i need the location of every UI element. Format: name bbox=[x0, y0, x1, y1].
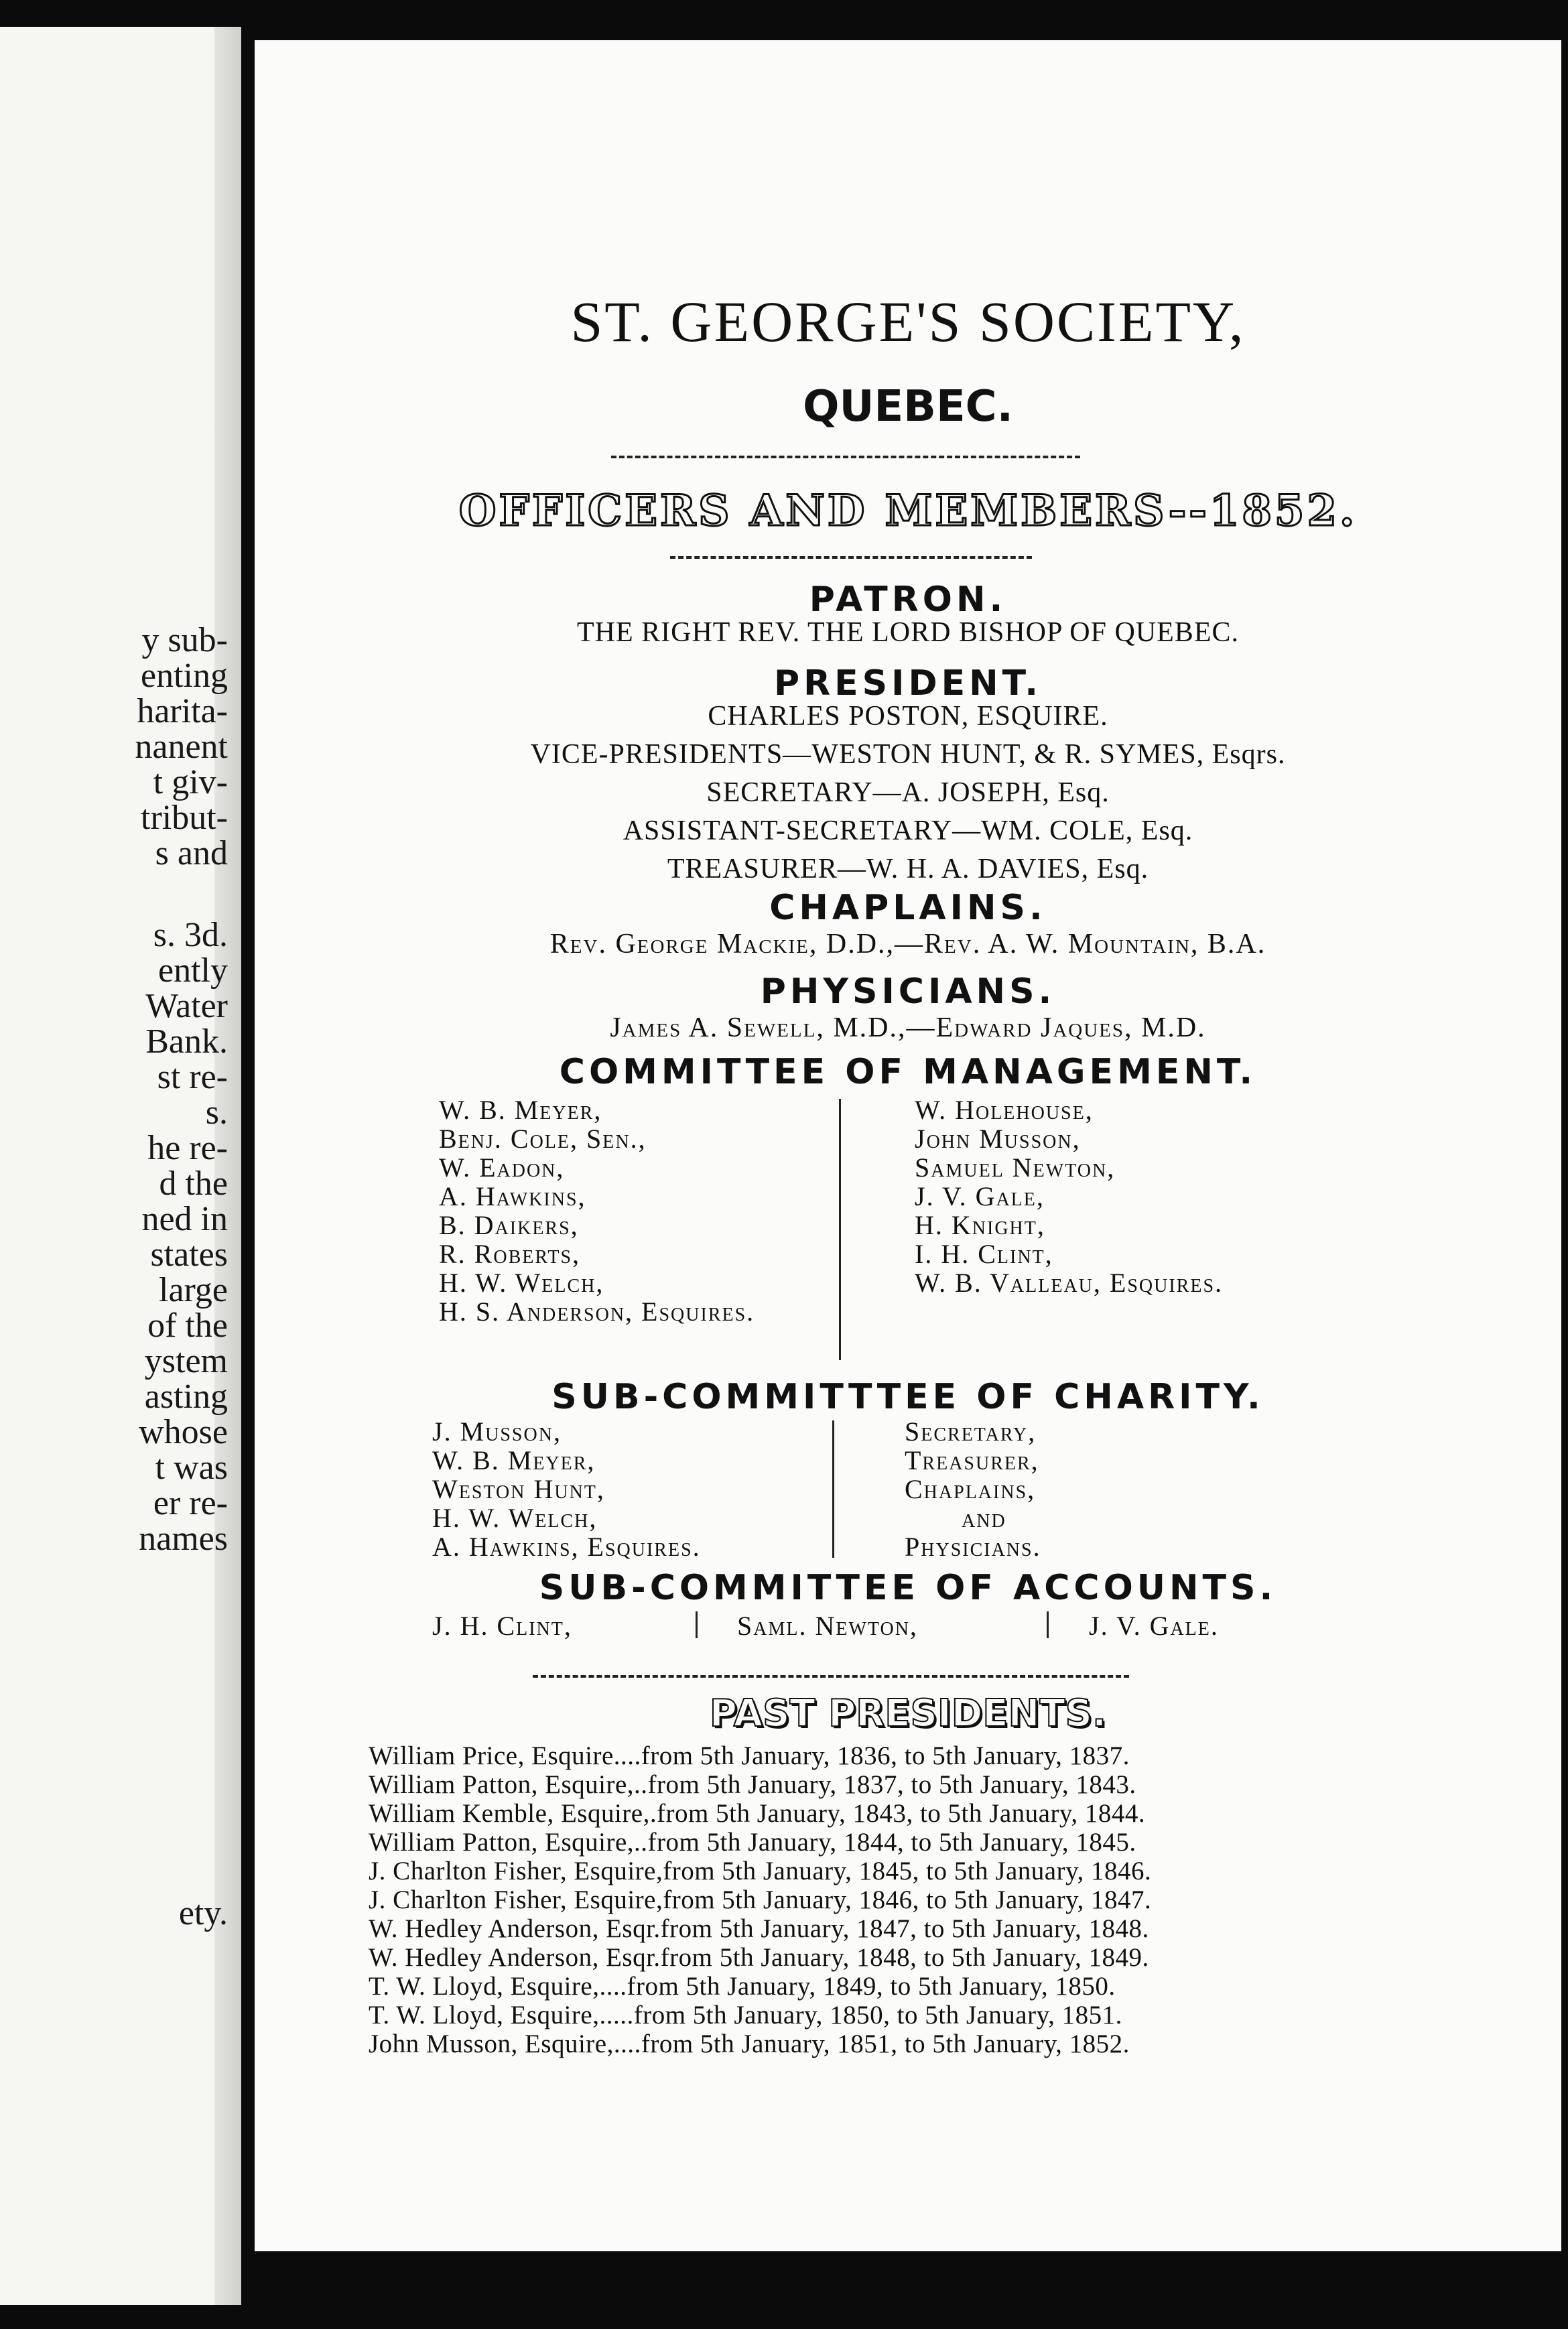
past-president-row: T. W. Lloyd, Esquire,.....from 5th January, 1850, to 5th January, 1851. bbox=[369, 2001, 1122, 2029]
facing-text-line: s. bbox=[205, 1093, 228, 1132]
member-name: H. W. Welch, bbox=[432, 1503, 598, 1533]
physicians-heading: PHYSICIANS. bbox=[760, 972, 1056, 1012]
facing-text-line: d the bbox=[159, 1164, 228, 1203]
facing-text-line: enting bbox=[141, 657, 228, 695]
past-president-row: William Patton, Esquire,..from 5th January, 1837, to 5th January, 1843. bbox=[369, 1770, 1136, 1799]
facing-text-line: names bbox=[139, 1520, 228, 1558]
facing-text-line: ety. bbox=[178, 1894, 228, 1932]
member-name: W. Eadon, bbox=[439, 1152, 565, 1183]
chaplains-names: Rev. George Mackie, D.D.,—Rev. A. W. Mountain, B.A. bbox=[549, 929, 1266, 959]
accounts-member: J. V. Gale. bbox=[1089, 1611, 1219, 1641]
facing-text-line: y sub- bbox=[141, 621, 228, 659]
assistant-secretary: ASSISTANT-SECRETARY—WM. COLE, Esq. bbox=[623, 815, 1193, 846]
patron-heading: PATRON. bbox=[809, 580, 1007, 620]
facing-text-line: s. 3d. bbox=[153, 916, 228, 954]
past-presidents-heading: PAST PRESIDENTS. bbox=[709, 1692, 1107, 1735]
facing-text-line: tribut- bbox=[141, 799, 228, 837]
member-name: Weston Hunt, bbox=[432, 1474, 605, 1504]
officer-role: Chaplains, bbox=[905, 1474, 1036, 1504]
facing-text-line: of the bbox=[147, 1307, 228, 1345]
facing-text-line: s and bbox=[155, 834, 228, 872]
president-heading: PRESIDENT. bbox=[773, 663, 1042, 704]
facing-text-line: nanent bbox=[135, 728, 228, 766]
past-president-row: William Patton, Esquire,..from 5th January, 1844, to 5th January, 1845. bbox=[369, 1828, 1136, 1857]
facing-text-line: states bbox=[150, 1236, 228, 1274]
column-divider bbox=[1047, 1611, 1049, 1638]
member-name: W. B. Meyer, bbox=[439, 1095, 602, 1125]
member-name: John Musson, bbox=[915, 1124, 1081, 1154]
ornamental-rule bbox=[533, 1675, 1129, 1682]
accounts-member: J. H. Clint, bbox=[432, 1611, 572, 1641]
member-name: W. B. Meyer, bbox=[432, 1445, 596, 1475]
facing-text-line: large bbox=[159, 1271, 228, 1309]
ornamental-rule bbox=[611, 456, 1080, 462]
officer-role: and bbox=[962, 1503, 1006, 1533]
facing-text-line: ystem bbox=[144, 1342, 228, 1380]
facing-text-line: ned in bbox=[141, 1200, 228, 1238]
column-divider bbox=[832, 1420, 834, 1558]
member-name: Samuel Newton, bbox=[915, 1152, 1116, 1183]
past-president-row: W. Hedley Anderson, Esqr.from 5th January, 1848, to 5th January, 1849. bbox=[369, 1943, 1149, 1972]
accounts-member: Saml. Newton, bbox=[737, 1611, 918, 1641]
column-divider bbox=[839, 1099, 841, 1360]
past-president-row: T. W. Lloyd, Esquire,....from 5th January, 1849, to 5th January, 1850. bbox=[369, 1972, 1116, 2001]
charity-left-column bbox=[432, 1417, 701, 1561]
patron-name: THE RIGHT REV. THE LORD BISHOP OF QUEBEC. bbox=[576, 617, 1239, 648]
vice-presidents: VICE-PRESIDENTS—WESTON HUNT, & R. SYMES, Esqrs. bbox=[530, 739, 1286, 770]
facing-text-line: he re- bbox=[147, 1129, 228, 1167]
treasurer: TREASURER—W. H. A. DAVIES, Esq. bbox=[667, 854, 1149, 884]
president-name: CHARLES POSTON, ESQUIRE. bbox=[708, 701, 1108, 732]
facing-text-line: er re- bbox=[153, 1484, 228, 1522]
past-president-row: William Kemble, Esquire,.from 5th January, 1843, to 5th January, 1844. bbox=[369, 1799, 1146, 1828]
charity-right-column bbox=[905, 1417, 1041, 1561]
document-page bbox=[255, 40, 1561, 2251]
ornamental-rule bbox=[670, 556, 1032, 563]
facing-text-line: st re- bbox=[157, 1058, 228, 1096]
facing-text-line: Bank. bbox=[145, 1022, 228, 1061]
society-title: ST. GEORGE'S SOCIETY, bbox=[570, 289, 1246, 354]
facing-text-line: Water bbox=[145, 987, 228, 1025]
accounts-heading: SUB-COMMITTEE OF ACCOUNTS. bbox=[539, 1568, 1277, 1608]
facing-text-line: t was bbox=[155, 1449, 228, 1487]
past-president-row: W. Hedley Anderson, Esqr.from 5th January, 1847, to 5th January, 1848. bbox=[369, 1914, 1149, 1943]
member-name: Benj. Cole, Sen., bbox=[439, 1124, 647, 1154]
member-name: W. Holehouse, bbox=[915, 1095, 1094, 1125]
committee-heading: COMMITTEE OF MANAGEMENT. bbox=[559, 1052, 1257, 1092]
officer-role: Secretary, bbox=[905, 1416, 1037, 1447]
member-name: B. Daikers, bbox=[439, 1210, 579, 1240]
facing-text-line: ently bbox=[158, 951, 228, 990]
committee-left-column bbox=[439, 1095, 755, 1326]
member-name: J. V. Gale, bbox=[915, 1181, 1045, 1211]
facing-page bbox=[0, 27, 241, 2305]
facing-text-line: harita- bbox=[137, 692, 228, 730]
member-name: A. Hawkins, bbox=[439, 1181, 586, 1211]
physicians-names: James A. Sewell, M.D.,—Edward Jaques, M.D. bbox=[610, 1012, 1206, 1043]
facing-text-line: t giv- bbox=[153, 763, 228, 801]
facing-text-line: asting bbox=[144, 1378, 228, 1416]
officer-role: Treasurer, bbox=[905, 1445, 1039, 1475]
past-president-row: William Price, Esquire....from 5th January, 1836, to 5th January, 1837. bbox=[369, 1741, 1130, 1770]
member-name: W. B. Valleau, Esquires. bbox=[915, 1268, 1224, 1298]
column-divider bbox=[696, 1611, 698, 1638]
facing-text-line: whose bbox=[139, 1413, 228, 1451]
charity-heading: SUB-COMMITTTEE OF CHARITY. bbox=[551, 1377, 1264, 1417]
past-president-row: John Musson, Esquire,....from 5th January, 1851, to 5th January, 1852. bbox=[369, 2029, 1130, 2058]
city-heading: QUEBEC. bbox=[803, 382, 1013, 431]
past-president-row: J. Charlton Fisher, Esquire,from 5th January, 1846, to 5th January, 1847. bbox=[369, 1885, 1152, 1914]
officers-heading: OFFICERS AND MEMBERS--1852. bbox=[458, 486, 1358, 536]
committee-right-column bbox=[915, 1095, 1223, 1297]
member-name: I. H. Clint, bbox=[915, 1239, 1053, 1269]
member-name: H. W. Welch, bbox=[439, 1268, 604, 1298]
past-president-row: J. Charlton Fisher, Esquire,from 5th January, 1845, to 5th January, 1846. bbox=[369, 1857, 1152, 1885]
member-name: J. Musson, bbox=[432, 1416, 562, 1447]
secretary: SECRETARY—A. JOSEPH, Esq. bbox=[706, 777, 1110, 808]
member-name: R. Roberts, bbox=[439, 1239, 581, 1269]
officer-role: Physicians. bbox=[905, 1532, 1041, 1562]
member-name: H. S. Anderson, Esquires. bbox=[439, 1296, 755, 1327]
member-name: H. Knight, bbox=[915, 1210, 1045, 1240]
chaplains-heading: CHAPLAINS. bbox=[769, 888, 1047, 928]
member-name: A. Hawkins, Esquires. bbox=[432, 1532, 701, 1562]
